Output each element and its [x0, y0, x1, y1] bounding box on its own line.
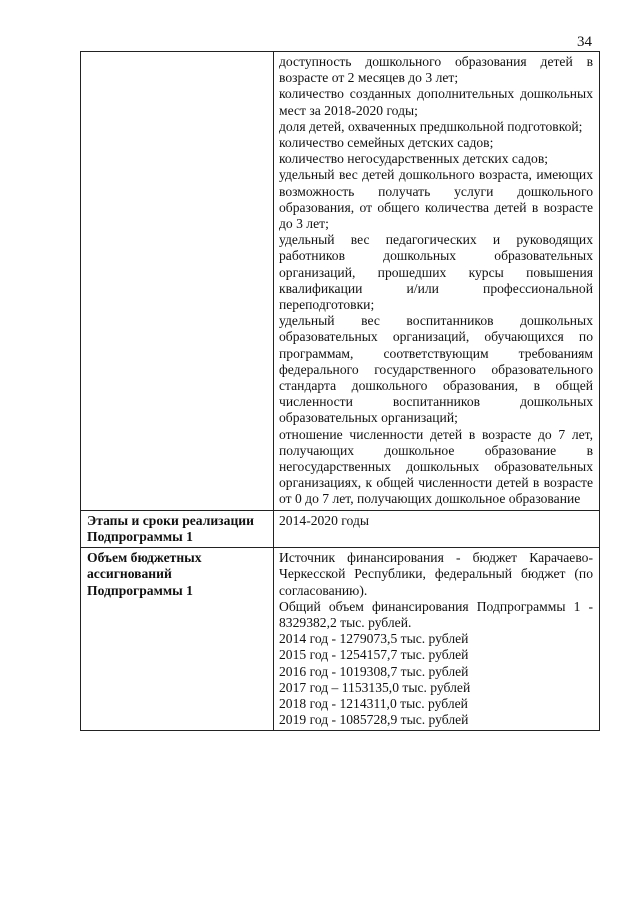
page-number: 34 — [577, 34, 592, 50]
funding-total: Общий объем финансирования Подпрограммы 1 - 8329382,2 тыс. рублей. — [279, 598, 593, 630]
row-label-empty — [81, 52, 274, 511]
budget-label: Объем бюджетных ассигнований Подпрограммы 1 — [81, 548, 274, 731]
funding-year: 2019 год - 1085728,9 тыс. рублей — [279, 712, 469, 728]
indicator-item: удельный вес педагогических и руководящих работников дошкольных образовательных организаций, прошедших курсы повышения квалификации и/или профессиональной переподготовки; — [279, 232, 593, 313]
passport-table — [80, 51, 600, 731]
indicator-item: количество созданных дополнительных дошкольных мест за 2018-2020 годы; — [279, 86, 593, 118]
funding-year: 2016 год - 1019308,7 тыс. рублей — [279, 663, 469, 679]
funding-year: 2018 год - 1214311,0 тыс. рублей — [279, 695, 468, 711]
table-row-stages — [81, 510, 600, 547]
funding-year: 2014 год - 1279073,5 тыс. рублей — [279, 631, 469, 647]
table-row-budget — [81, 548, 600, 731]
indicator-item: количество семейных детских садов; — [279, 135, 494, 151]
indicator-item: количество негосударственных детских садов; — [279, 151, 549, 167]
indicator-item: доля детей, охваченных предшкольной подготовкой; — [279, 118, 583, 134]
stages-label: Этапы и сроки реализации Подпрограммы 1 — [81, 510, 274, 547]
indicator-item: отношение численности детей в возрасте до 7 лет, получающих дошкольное образование в негосударственных дошкольных образовательных организациях, к общей численности детей в возрасте от 0 до 7 лет, получающих дошкольное образование — [279, 426, 593, 507]
indicator-item: удельный вес детей дошкольного возраста, имеющих возможность получать услуги дошкольного образования, от общего количества детей в возрасте до 3 лет; — [279, 167, 593, 232]
indicator-item: доступность дошкольного образования детей в возрасте от 2 месяцев до 3 лет; — [279, 54, 593, 86]
funding-year: 2015 год - 1254157,7 тыс. рублей — [279, 647, 469, 663]
funding-source: Источник финансирования - бюджет Карачаево-Черкесской Республики, федеральный бюджет (по согласованию). — [279, 550, 593, 598]
indicators-cell — [274, 52, 600, 511]
stages-value: 2014-2020 годы — [274, 510, 600, 547]
table-row-indicators — [81, 52, 600, 511]
indicator-item: удельный вес воспитанников дошкольных образовательных организаций, обучающихся по программам, соответствующим требованиям федерального государственного образовательного стандарта дошкольного образования, в общей численности воспитанников дошкольных образовательных организаций; — [279, 313, 593, 426]
funding-year: 2017 год – 1153135,0 тыс. рублей — [279, 679, 471, 695]
budget-cell — [274, 548, 600, 731]
